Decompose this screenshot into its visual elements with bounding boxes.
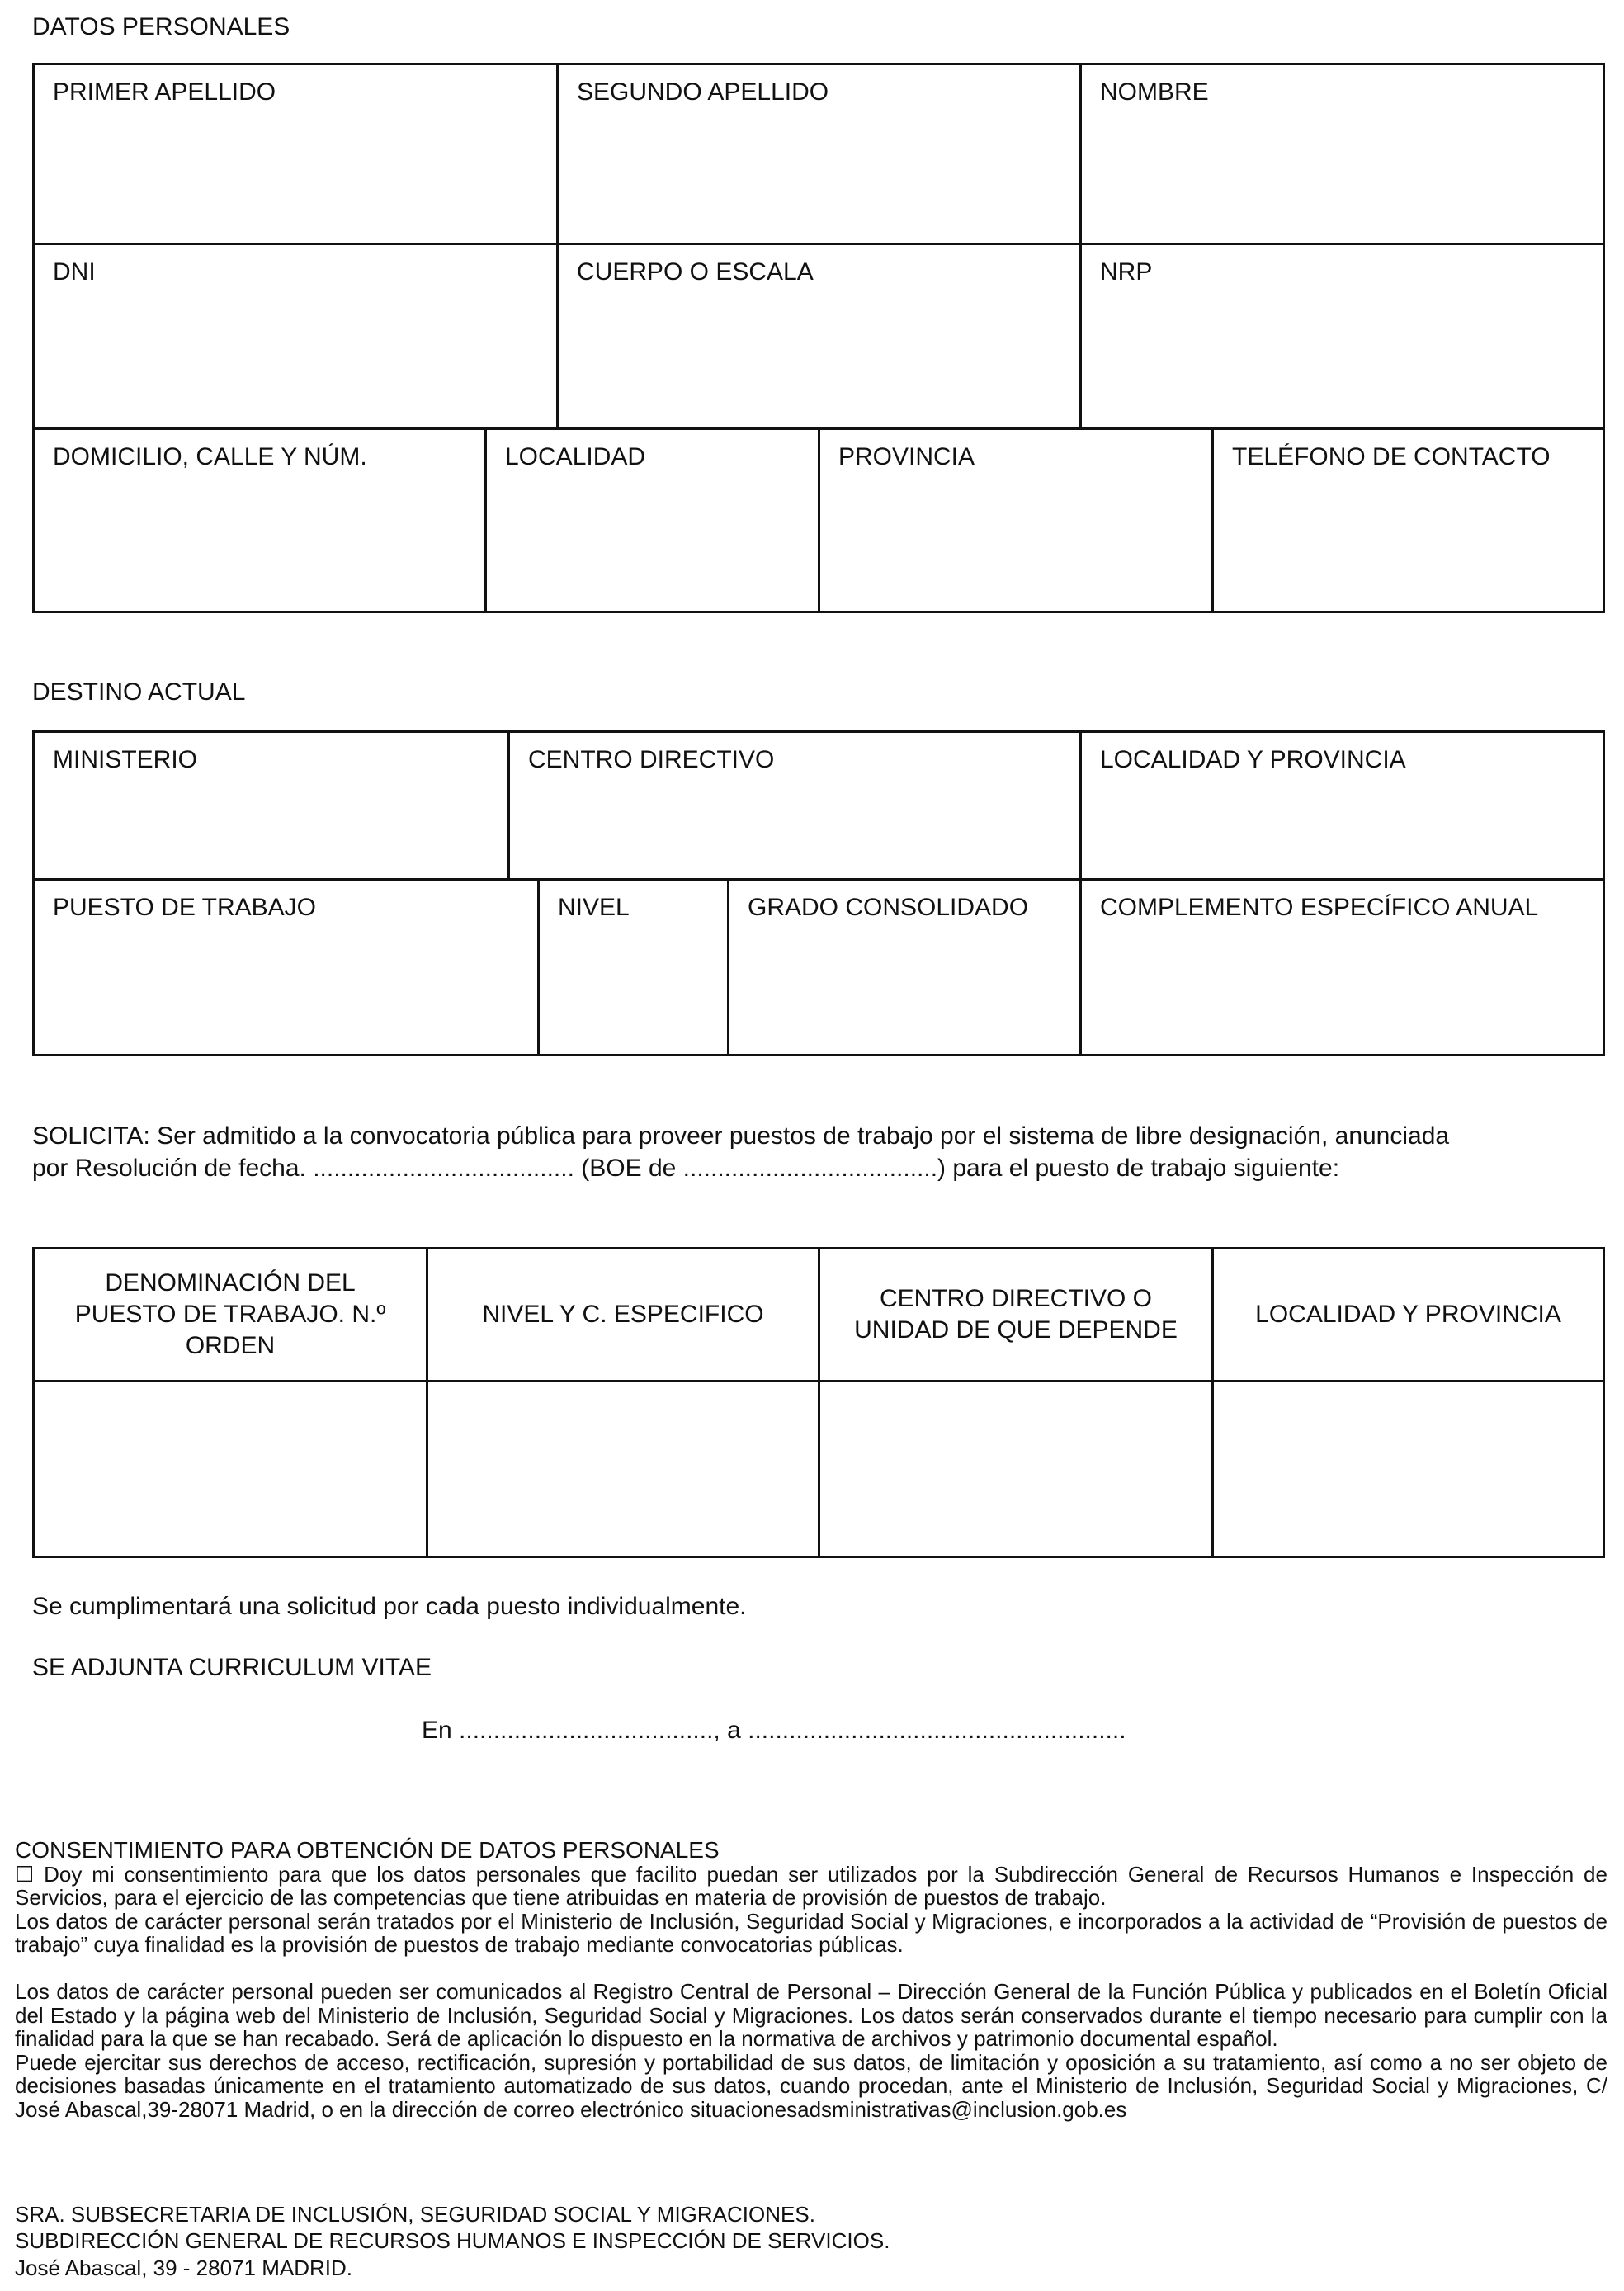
field-ministerio[interactable] <box>32 730 510 881</box>
field-localidad[interactable] <box>484 427 820 613</box>
field-label: PUESTO DE TRABAJO <box>53 894 316 921</box>
header-label: DENOMINACIÓN DEL PUESTO DE TRABAJO. N.º ORDEN <box>74 1269 386 1359</box>
note-curriculum: SE ADJUNTA CURRICULUM VITAE <box>32 1654 432 1681</box>
field-telefono[interactable] <box>1211 427 1605 613</box>
field-cuerpo-escala[interactable] <box>556 243 1082 430</box>
input-denominacion[interactable] <box>32 1380 428 1558</box>
field-label: DOMICILIO, CALLE Y NÚM. <box>53 443 367 470</box>
field-puesto-trabajo[interactable] <box>32 878 540 1056</box>
address-line-2: SUBDIRECCIÓN GENERAL DE RECURSOS HUMANOS E INSPECCIÓN DE SERVICIOS. <box>15 2228 890 2253</box>
consent-paragraph-2: Los datos de carácter personal serán tratados por el Ministerio de Inclusión, Seguridad Social y Migraciones, e incorporados a la actividad de “Provisión de puestos de trabajo” cuya finalidad es la provisión de puestos de trabajo mediante convocatorias públicas. <box>15 1908 1607 1958</box>
field-provincia[interactable] <box>818 427 1214 613</box>
address-line-1: SRA. SUBSECRETARIA DE INCLUSIÓN, SEGURIDAD SOCIAL Y MIGRACIONES. <box>15 2202 815 2227</box>
section-title-destino: DESTINO ACTUAL <box>32 678 246 706</box>
field-label: CUERPO O ESCALA <box>577 258 814 286</box>
field-dni[interactable] <box>32 243 559 430</box>
input-centro[interactable] <box>818 1380 1214 1558</box>
solicita-line-2: por Resolución de fecha. ...................................... (BOE de .....................................) para el puesto de trabajo siguiente: <box>32 1155 1340 1182</box>
field-nombre[interactable] <box>1079 63 1605 245</box>
field-grado-consolidado[interactable] <box>727 878 1082 1056</box>
field-label: PROVINCIA <box>838 443 975 470</box>
field-label: LOCALIDAD <box>505 443 646 470</box>
header-centro <box>818 1247 1214 1382</box>
place-date-line[interactable]: En ....................................., a ....................................................... <box>422 1717 1126 1744</box>
address-line-3: José Abascal, 39 - 28071 MADRID. <box>15 2256 352 2280</box>
field-localidad-provincia[interactable] <box>1079 730 1605 881</box>
field-label: NIVEL <box>558 894 630 921</box>
field-primer-apellido[interactable] <box>32 63 559 245</box>
field-label: SEGUNDO APELLIDO <box>577 78 829 106</box>
header-label: NIVEL Y C. ESPECIFICO <box>482 1301 764 1328</box>
field-centro-directivo[interactable] <box>508 730 1082 881</box>
note-individual: Se cumplimentará una solicitud por cada puesto individualmente. <box>32 1593 747 1620</box>
header-nivel <box>426 1247 820 1382</box>
header-label: LOCALIDAD Y PROVINCIA <box>1255 1301 1561 1328</box>
consent-title: CONSENTIMIENTO PARA OBTENCIÓN DE DATOS PERSONALES <box>15 1837 720 1863</box>
consent-paragraph-1: Doy mi consentimiento para que los datos personales que facilito puedan ser utilizados por la Subdirección General de Recursos Humanos e Inspección de Servicios, para el ejercicio de las competencias que tiene atribuidas en materia de provisión de puestos de trabajo. <box>15 1861 1607 1911</box>
header-localidad <box>1211 1247 1605 1382</box>
consent-paragraph-4: Puede ejercitar sus derechos de acceso, rectificación, supresión y portabilidad de sus datos, de limitación y oposición a su tratamiento, así como a no ser objeto de decisiones basadas únicamente en el tratamiento automatizado de sus datos, cuando procedan, ante el Ministerio de Inclusión, Seguridad Social y Migraciones, C/ José Abascal,39-28071 Madrid, o en la dirección de correo electrónico situacionesadsministrativas@inclusion.gob.es <box>15 2049 1607 2122</box>
consent-paragraph-3: Los datos de carácter personal pueden ser comunicados al Registro Central de Personal – Dirección General de la Función Pública y publicados en el Boletín Oficial del Estado y la página web del Ministerio de Inclusión, Seguridad Social y Migraciones. Los datos serán conservados durante el tiempo necesario para cumplir con la finalidad para la que se han recabado. Será de aplicación lo dispuesto en la normativa de archivos y patrimonio documental español. <box>15 1978 1607 2052</box>
field-domicilio[interactable] <box>32 427 487 613</box>
field-complemento-especifico[interactable] <box>1079 878 1605 1056</box>
field-label: NOMBRE <box>1100 78 1209 106</box>
field-label: LOCALIDAD Y PROVINCIA <box>1100 746 1406 773</box>
solicita-line-1: SOLICITA: Ser admitido a la convocatoria pública para proveer puestos de trabajo por el sistema de libre designación, anunciada <box>32 1122 1450 1150</box>
field-nrp[interactable] <box>1079 243 1605 430</box>
input-nivel[interactable] <box>426 1380 820 1558</box>
header-denominacion <box>32 1247 428 1382</box>
field-label: COMPLEMENTO ESPECÍFICO ANUAL <box>1100 894 1539 921</box>
consent-section <box>15 1839 1607 2122</box>
field-label: CENTRO DIRECTIVO <box>528 746 775 773</box>
header-label: CENTRO DIRECTIVO O UNIDAD DE QUE DEPENDE <box>854 1285 1178 1344</box>
field-label: GRADO CONSOLIDADO <box>748 894 1029 921</box>
field-label: TELÉFONO DE CONTACTO <box>1232 443 1551 470</box>
field-label: MINISTERIO <box>53 746 198 773</box>
field-nivel[interactable] <box>537 878 729 1056</box>
field-label: NRP <box>1100 258 1153 286</box>
consent-checkbox[interactable]: ☐ <box>15 1861 35 1887</box>
field-label: PRIMER APELLIDO <box>53 78 276 106</box>
field-segundo-apellido[interactable] <box>556 63 1082 245</box>
section-title-personal: DATOS PERSONALES <box>32 13 290 40</box>
input-localidad[interactable] <box>1211 1380 1605 1558</box>
field-label: DNI <box>53 258 96 286</box>
